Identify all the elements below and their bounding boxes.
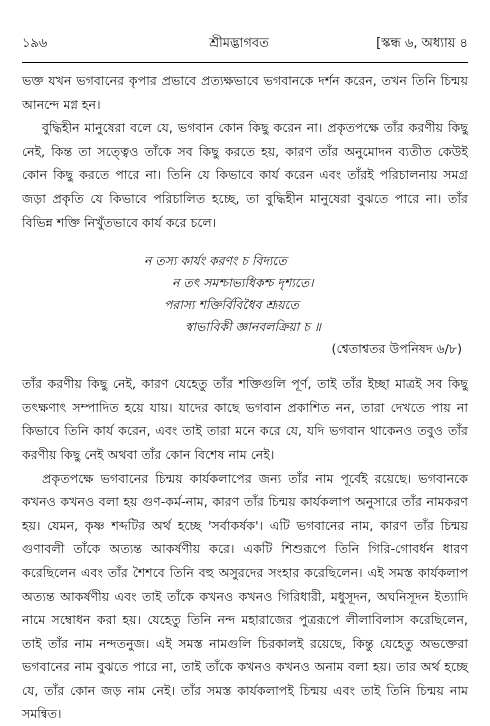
verse-line-1: ন তস্য কার্যং করণং চ বিদ্যতে xyxy=(144,253,287,269)
running-header xyxy=(22,34,468,63)
paragraph-1: ভক্ত যখন ভগবানের কৃপার প্রভাবে প্রত্যক্ষভাবে ভগবানকে দর্শন করেন, তখন তিনি চিন্ময় আনন্দে মগ্ন হন। xyxy=(22,73,468,112)
sanskrit-verse xyxy=(22,250,468,338)
paragraph-3: তাঁর করণীয় কিছু নেই, কারণ যেহেতু তাঁর শক্তিগুলি পূর্ণ, তাই তাঁর ইচ্ছা মাত্রই সব কিছু তৎক্ষণাৎ সম্পাদিত হয়ে যায়। যাদের কাছে ভগবান প্রকাশিত নন, তারা দেখতে পায় না কিভাবে তিনি কার্য করেন, এবং তাই তারা মনে করে যে, যদি ভগবান থাকেনও তবুও তাঁর করণীয় কিছু নেই অথবা তাঁর কোন বিশেষ নাম নেই। xyxy=(22,376,468,462)
verse-line-4: স্বাভাবিকী জ্ঞানবলক্রিয়া চ ॥ xyxy=(185,319,321,335)
page-number: ১৯৬ xyxy=(22,36,48,51)
book-title: শ্রীমদ্ভাগবত xyxy=(209,36,269,51)
verse-citation: (শ্বেতাশ্বতর উপনিষদ ৬/৮) xyxy=(331,341,462,357)
paragraph-4: প্রকৃতপক্ষে ভগবানের চিন্ময় কার্যকলাপের জন্য তাঁর নাম পূর্বেই রয়েছে। ভগবানকে কখনও কখনও বলা হয় গুণ-কর্ম-নাম, কারণ তাঁর চিন্ময় কার্যকলাপ অনুসারে তাঁর নামকরণ হয়। যেমন, কৃষ্ণ শব্দটির অর্থ হচ্ছে 'সর্বাকর্ষক'। এটি ভগবানের নাম, কারণ তাঁর চিন্ময় গুণাবলী তাঁকে অত্যন্ত আকর্ষণীয় করে। একটি শিশুরূপে তিনি গিরি-গোবর্ধন ধারণ করেছিলেন এবং তাঁর শৈশবে তিনি বহু অসুরদের সংহার করেছিলেন। এই সমস্ত কার্যকলাপ অত্যন্ত আকর্ষণীয় এবং তাই তাঁকে কখনও কখনও গিরিধারী, মধুসূদন, অঘনিসূদন ইত্যাদি নামে সম্বোধন করা হয়। যেহেতু তিনি নন্দ মহারাজের পুত্ররূপে লীলাবিলাস করেছিলেন, তাই তাঁর নাম নন্দতনুজ। এই সমস্ত নামগুলি চিরকালই রয়েছে, কিন্তু যেহেতু অভক্তেরা ভগবানের নাম বুঝতে পারে না, তাই তাঁকে কখনও কখনও অনাম বলা হয়। তার অর্থ হচ্ছে যে, তাঁর কোন জড় নাম নেই। তাঁর সমস্ত কার্যকলাপই চিন্ময় এবং তাই তিনি চিন্ময় নাম সমন্বিত। xyxy=(22,470,468,722)
section-reference: [স্কন্ধ ৬, অধ্যায় ৪ xyxy=(376,36,468,51)
verse-line-2: ন তৎ সমশ্চাভ্যধিকশ্চ দৃশ্যতে। xyxy=(172,275,314,291)
paragraph-2: বুদ্ধিহীন মানুষেরা বলে যে, ভগবান কোন কিছু করেন না। প্রকৃতপক্ষে তাঁর করণীয় কিছু নেই, কিন্ত তা সত্ত্বেও তাঁকে সব কিছু করতে হয়, কারণ তাঁর অনুমোদন ব্যতীত কেউই কোন কিছু করতে পারে না। তিনি যে কিভাবে কার্য করেন এবং তাঁরই পরিচালনায় সমগ্র জড়া প্রকৃতি যে কিভাবে পরিচালিত হচ্ছে, তা বুদ্ধিহীন মানুষেরা বুঝতে পারে না। তাঁর বিভিন্ন শক্তি নিখুঁতভাবে কার্য করে চলে। xyxy=(22,120,468,230)
verse-line-3: পরাস্য শক্তির্বিবিধৈব শ্রূয়তে xyxy=(164,297,299,313)
